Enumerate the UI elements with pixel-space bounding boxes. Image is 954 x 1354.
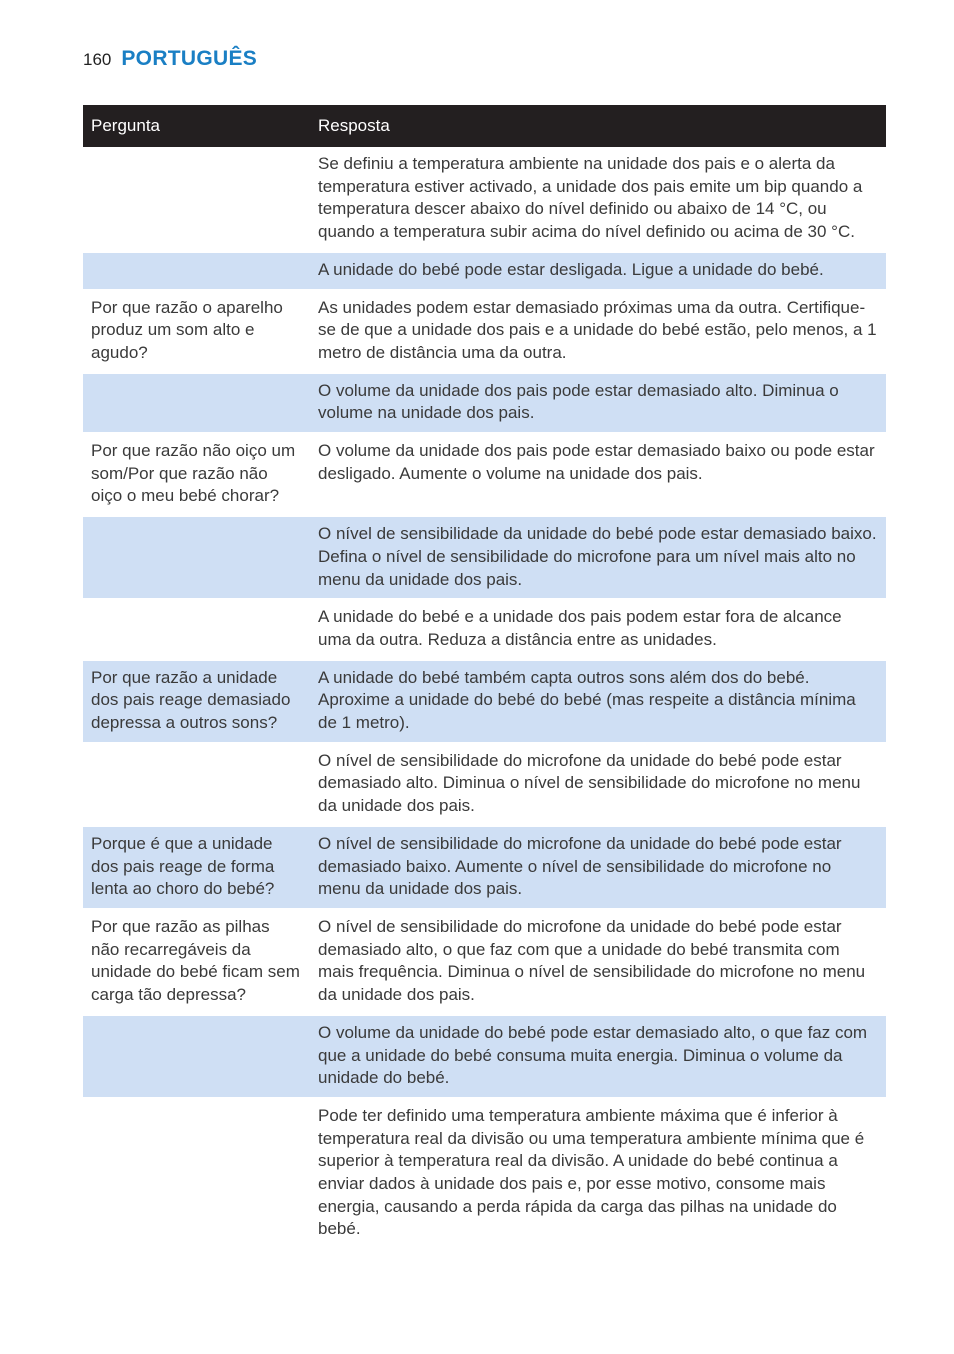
column-header-answer: Resposta — [310, 105, 886, 147]
question-cell: Por que razão a unidade dos pais reage demasiado depressa a outros sons? — [83, 660, 310, 743]
table-row — [83, 290, 886, 373]
question-cell — [83, 373, 310, 433]
question-cell — [83, 1015, 310, 1098]
question-cell — [83, 516, 310, 599]
question-cell: Por que razão as pilhas não recarregáveis da unidade do bebé ficam sem carga tão depressa? — [83, 909, 310, 1015]
table-row — [83, 1098, 886, 1249]
question-cell — [83, 147, 310, 252]
table-row — [83, 909, 886, 1015]
answer-cell: O volume da unidade dos pais pode estar demasiado baixo ou pode estar desligado. Aumente o volume na unidade dos pais. — [310, 433, 886, 516]
answer-cell: As unidades podem estar demasiado próximas uma da outra. Certifique-se de que a unidade dos pais e a unidade do bebé estão, pelo menos, a 1 metro de distância uma da outra. — [310, 290, 886, 373]
section-language-title: PORTUGUÊS — [121, 47, 258, 70]
answer-cell: A unidade do bebé pode estar desligada. Ligue a unidade do bebé. — [310, 252, 886, 290]
answer-cell: O nível de sensibilidade do microfone da unidade do bebé pode estar demasiado alto. Diminua o nível de sensibilidade do microfone no menu da unidade dos pais. — [310, 743, 886, 826]
answer-cell: A unidade do bebé e a unidade dos pais podem estar fora de alcance uma da outra. Reduza a distância entre as unidades. — [310, 599, 886, 659]
page-number: 160 — [83, 50, 112, 69]
answer-cell: Se definiu a temperatura ambiente na unidade dos pais e o alerta da temperatura estiver activado, a unidade dos pais emite um bip quando a temperatura descer abaixo do nível definido ou abaixo de 14 °C, ou quando a temperatura subir acima do nível definido ou acima de 30 °C. — [310, 147, 886, 252]
answer-cell: A unidade do bebé também capta outros sons além dos do bebé. Aproxime a unidade do bebé do bebé (mas respeite a distância mínima de 1 metro). — [310, 660, 886, 743]
question-cell: Porque é que a unidade dos pais reage de forma lenta ao choro do bebé? — [83, 826, 310, 909]
table-header-row — [83, 105, 886, 147]
answer-cell: O nível de sensibilidade do microfone da unidade do bebé pode estar demasiado baixo. Aumente o nível de sensibilidade do microfone no menu da unidade dos pais. — [310, 826, 886, 909]
question-cell: Por que razão não oiço um som/Por que razão não oiço o meu bebé chorar? — [83, 433, 310, 516]
question-cell — [83, 252, 310, 290]
question-cell: Por que razão o aparelho produz um som alto e agudo? — [83, 290, 310, 373]
table-row — [83, 516, 886, 599]
answer-cell: O nível de sensibilidade da unidade do bebé pode estar demasiado baixo. Defina o nível de sensibilidade do microfone para um nível mais alto no menu da unidade dos pais. — [310, 516, 886, 599]
table-row — [83, 826, 886, 909]
table-row — [83, 373, 886, 433]
table-row — [83, 743, 886, 826]
question-cell — [83, 599, 310, 659]
question-cell — [83, 743, 310, 826]
answer-cell: O volume da unidade do bebé pode estar demasiado alto, o que faz com que a unidade do bebé consuma muita energia. Diminua o volume da unidade do bebé. — [310, 1015, 886, 1098]
table-row — [83, 660, 886, 743]
answer-cell: O nível de sensibilidade do microfone da unidade do bebé pode estar demasiado alto, o que faz com que a unidade do bebé transmita com mais frequência. Diminua o nível de sensibilidade do microfone no menu da unidade dos pais. — [310, 909, 886, 1015]
troubleshooting-table — [83, 105, 886, 1250]
table-row — [83, 1015, 886, 1098]
table-row — [83, 147, 886, 252]
question-cell — [83, 1098, 310, 1249]
column-header-question: Pergunta — [83, 105, 310, 147]
table-row — [83, 252, 886, 290]
answer-cell: O volume da unidade dos pais pode estar demasiado alto. Diminua o volume na unidade dos pais. — [310, 373, 886, 433]
page-header — [83, 47, 257, 71]
answer-cell: Pode ter definido uma temperatura ambiente máxima que é inferior à temperatura real da divisão ou uma temperatura ambiente mínima que é superior à temperatura real da divisão. A unidade do bebé continua a enviar dados à unidade dos pais e, por esse motivo, consome mais energia, causando a perda rápida da carga das pilhas na unidade do bebé. — [310, 1098, 886, 1249]
table-row — [83, 599, 886, 659]
table-row — [83, 433, 886, 516]
